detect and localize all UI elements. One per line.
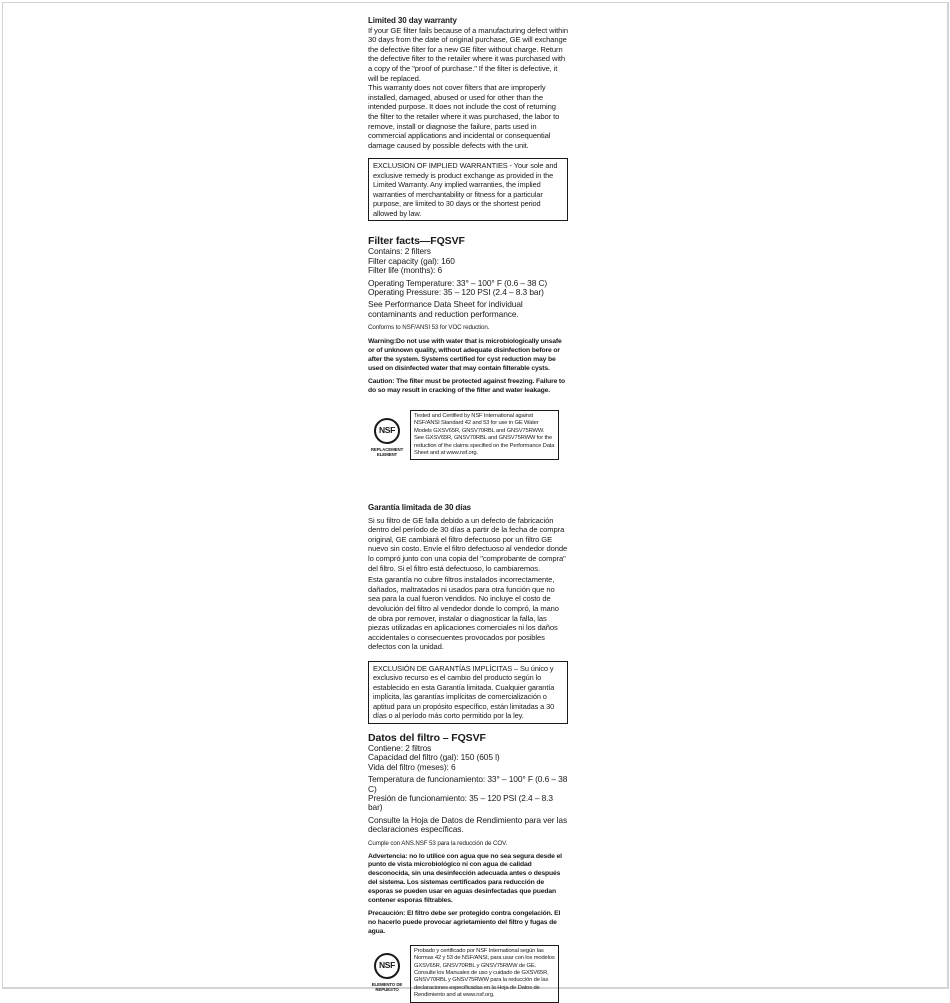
operating-temperature: Operating Temperature: 33° – 100° F (0.6 – 38 C) — [368, 277, 548, 288]
datos-filtro-title: Datos del filtro – FQSVF — [368, 731, 486, 744]
exclusion-box-es — [368, 661, 568, 724]
nsf-text-box — [410, 410, 559, 460]
warranty-title: Limited 30 day warranty — [368, 16, 457, 25]
datos-filtro — [368, 744, 568, 835]
temperatura: Temperatura de funcionamiento: 33° – 100° F (0.6 – 38 C) — [368, 774, 568, 794]
warranty-paragraph-2: This warranty does not cover filters that are improperly installed, damaged, abused or used for other than the intended purpose. It does not include the cost of returning the filter to the retailer where it was purchased, the labor to remove, install or diagnose the failure, parts used in commercial applications and incidental or consequential damage caused by possible defects with the unit. — [368, 83, 560, 150]
presion: Presión de funcionamiento: 35 – 120 PSI (2.4 – 8.3 bar) — [368, 792, 553, 813]
advertencia-text: Advertencia: no lo utilice con agua que no sea segura desde el punto de vista microbiológico ni con agua de calidad desconocida, sin una desinfección adecuada antes o después del sistema. Los sistemas certificados para reducción de esporas se pueden usar en aguas desinfectadas que puedan contener esporas filtrables. — [368, 852, 562, 904]
nsf-text-es: Probado y certificado por NSF International según las Normas 42 y 53 de NSF/ANSI, para usar con los modelos GXSV65R, GNSV70RBL y GNSV75RWW de GE. Consulte los Manuales de uso y cuidado de GXSV65R, GNSV70RBL y GNSV75RWW para la reducción de las declaraciones especificadas en la Hoja de Datos de Rendimiento and at www.nsf.org. — [414, 947, 555, 999]
english-section — [368, 16, 568, 460]
vida-filtro: Vida del filtro (meses): 6 — [368, 761, 456, 772]
capacidad: Capacidad del filtro (gal): 150 (605 l) — [368, 752, 500, 763]
contiene: Contiene: 2 filtros — [368, 742, 432, 753]
filter-life: Filter life (months): 6 — [368, 265, 443, 276]
contains: Contains: 2 filters — [368, 246, 431, 257]
nsf-seal-icon: NSF — [374, 418, 400, 444]
cumple-note: Cumple con ANS.NSF 53 para la reducción de COV. — [368, 839, 508, 847]
filter-facts — [368, 247, 568, 319]
consulte-hoja: Consulte la Hoja de Datos de Rendimiento para ver las declaraciones específicas. — [368, 814, 568, 835]
nsf-certification-es — [368, 945, 568, 1003]
garantia-paragraph-1: Si su filtro de GE falla debido a un defecto de fabricación dentro del período de 30 días a partir de la fecha de compra original, GE cambiará el filtro defectuoso por un filtro GE nuevo sin costo. Envíe el filtro defectuoso al vendedor donde lo compró junto con una copia del "comprobante de compra" del filtro. Si el filtro está defectuoso, lo cambiaremos. — [368, 515, 568, 573]
nsf-text-box-es — [410, 945, 559, 1003]
exclusion-text: EXCLUSION OF IMPLIED WARRANTIES - Your sole and exclusive remedy is product exchange as provided in the Limited Warranty. Any implied warranties, the implied warranties of merchantability or fitness for a particular purpose, are limited to 30 days or the shortest period allowed by law. — [373, 161, 558, 218]
filter-facts-title: Filter facts—FQSVF — [368, 235, 465, 248]
warranty-paragraph-1: If your GE filter fails because of a manufacturing defect within 30 days from the date of original purchase, GE will exchange the defective filter for a new GE filter without charge. Return the defective filter to the retailer where it was purchased with a copy of the "proof of purchase." If the filter is defective, it will be replaced. — [368, 25, 569, 83]
caution-text: Caution: The filter must be protected against freezing. Failure to do so may result in cracking of the filter and water leakage. — [368, 378, 566, 395]
warning-text: Warning:Do not use with water that is microbiologically unsafe or of unknown quality, without adequate disinfection before or after the system. Systems certified for cyst reduction may be used on disinfected water that may contain filterable cysts. — [368, 338, 562, 372]
precaucion-text: Precaución: El filtro debe ser protegido contra congelación. El no hacerlo puede provocar agrietamiento del filtro y fugas de agua. — [368, 910, 561, 935]
see-data-sheet: See Performance Data Sheet for individual contaminants and reduction performance. — [368, 299, 523, 319]
exclusion-box — [368, 158, 568, 221]
nsf-certification — [368, 410, 568, 460]
nsf-caption-es: ELEMENTO DE REPUESTO — [371, 981, 403, 993]
operating-pressure: Operating Pressure: 35 – 120 PSI (2.4 – 8.3 bar) — [368, 286, 544, 297]
nsf-seal-icon: NSF — [374, 953, 400, 979]
nsf-logo-es — [368, 945, 406, 993]
nsf-text: Tested and Certified by NSF International against NSF/ANSI Standard 42 and 53 for use in GE Water Models GXSV65R, GNSV70RBL and GNSV75RWW. See GXSV65R, GNSV70RBL and GNSV75RWW for the reduction of the claims specified on the Performance Data Sheet and at www.nsf.org. — [414, 412, 555, 456]
nsf-logo — [368, 410, 406, 458]
conforms-note: Conforms to NSF/ANSI 53 for VOC reduction. — [368, 324, 490, 332]
garantia-paragraph-2: Esta garantía no cubre filtros instalados incorrectamente, dañados, maltratados ni usados para otra función que no sea para la cual fueron vendidos. No incluye el costo de devolución del filtro al vendedor donde lo compró, la mano de obra por remover, instalar o diagnosticar la falla, las piezas utilizadas en aplicaciones comerciales ni los daños accidentales o consecuentes provocados por posibles defectos con la unidad. — [368, 575, 559, 652]
garantia-title: Garantía limitada de 30 días — [368, 503, 472, 512]
exclusion-text-es: EXCLUSIÓN DE GARANTÍAS IMPLÍCITAS – Su único y exclusivo recurso es el cambio del producto según lo establecido en esta Garantía limitada. Cualquier garantía implícita, las garantías implícitas de comercialización o aptitud para un propósito específico, están limitadas a 30 días o al período más corto permitido por la ley. — [373, 663, 555, 721]
spanish-section — [368, 503, 568, 1003]
nsf-caption: REPLACEMENT ELEMENT — [370, 446, 404, 458]
capacity: Filter capacity (gal): 160 — [368, 255, 455, 266]
